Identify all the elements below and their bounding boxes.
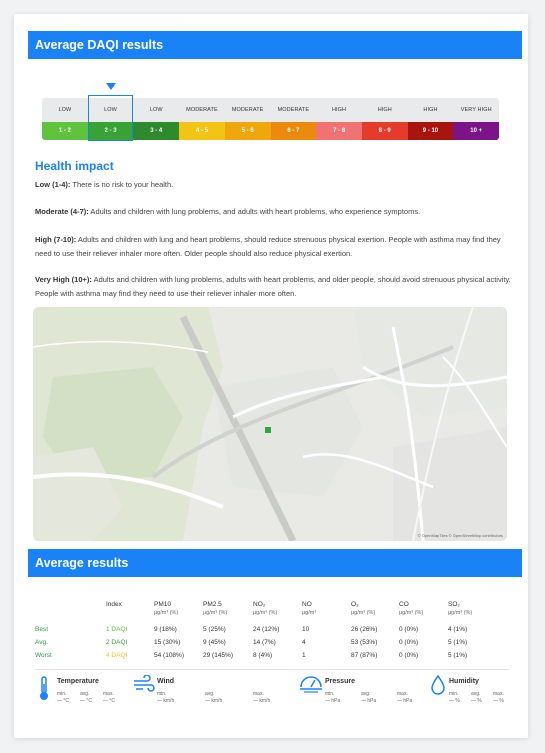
table-cell: 4 xyxy=(302,639,306,646)
band-label: MODERATE xyxy=(271,98,317,122)
header-cell-co: CO µg/m³ (%) xyxy=(399,601,424,616)
row-label: Best xyxy=(35,626,49,633)
table-cell: 0 (0%) xyxy=(399,626,419,633)
pressure-min: min. — hPa xyxy=(325,691,341,704)
header-cell-pm25: PM2.5 µg/m³ (%) xyxy=(203,601,228,616)
header-cell-no: NO µg/m³ xyxy=(302,601,317,616)
band-range: 2 - 3 xyxy=(88,122,134,140)
humidity-avg: avg. — % xyxy=(471,691,482,704)
temperature-group xyxy=(35,675,145,707)
row-index: 1 DAQI xyxy=(106,626,128,633)
pressure-group xyxy=(299,675,429,707)
header-cell-no2: NO₂ µg/m³ (%) xyxy=(253,601,278,616)
health-item-label: Low (1-4): xyxy=(35,180,71,189)
health-item-label: Moderate (4-7): xyxy=(35,207,89,216)
map-canvas[interactable] xyxy=(33,307,507,541)
table-cell: 5 (25%) xyxy=(203,626,226,633)
daqi-header xyxy=(28,31,522,59)
location-map[interactable] xyxy=(33,307,507,541)
health-item-moderate xyxy=(35,205,513,219)
weather-summary xyxy=(35,675,509,707)
band-range: 7 - 8 xyxy=(316,122,362,140)
band-range: 3 - 4 xyxy=(133,122,179,140)
table-cell: 53 (53%) xyxy=(351,639,378,646)
thermometer-icon xyxy=(37,675,51,701)
water-drop-icon xyxy=(431,675,445,695)
pressure-max: max. — hPa xyxy=(397,691,413,704)
temperature-min: min. — °C xyxy=(57,691,69,704)
band-range: 6 - 7 xyxy=(271,122,317,140)
band-label: HIGH xyxy=(316,98,362,122)
daqi-scale xyxy=(42,98,499,140)
table-cell: 87 (87%) xyxy=(351,652,378,659)
header-cell-index: Index xyxy=(106,601,122,608)
band-label: VERY HIGH xyxy=(453,98,499,122)
band-label: HIGH xyxy=(408,98,454,122)
results-header xyxy=(28,549,522,577)
row-index: 4 DAQI xyxy=(106,652,128,659)
band-label: MODERATE xyxy=(225,98,271,122)
health-item-label: Very High (10+): xyxy=(35,275,92,284)
humidity-min: min. — % xyxy=(449,691,460,704)
selected-band-outline xyxy=(88,95,134,141)
report-page xyxy=(14,14,528,738)
band-label: MODERATE xyxy=(179,98,225,122)
health-item-text: There is no risk to your health. xyxy=(70,180,174,189)
wind-avg: avg. — km/h xyxy=(205,691,223,704)
humidity-title: Humidity xyxy=(449,678,479,685)
table-body xyxy=(35,623,505,662)
wind-min: min. — km/h xyxy=(157,691,175,704)
humidity-group xyxy=(431,675,509,707)
map-attribution: © OpenMapTiles © OpenStreetMap contributors xyxy=(417,533,503,538)
daqi-title: Average DAQI results xyxy=(35,38,164,52)
header-cell-pm10: PM10 µg/m³ (%) xyxy=(154,601,179,616)
table-row xyxy=(35,623,505,636)
band-label: LOW xyxy=(133,98,179,122)
table-cell: 26 (26%) xyxy=(351,626,378,633)
wind-group xyxy=(133,675,283,707)
band-range: 10 + xyxy=(453,122,499,140)
band-range: 1 - 2 xyxy=(42,122,88,140)
row-index: 2 DAQI xyxy=(106,639,128,646)
table-row xyxy=(35,649,505,662)
health-item-text: Adults and children with lung and heart problems, should reduce strenuous physical exertion. People with asthma may find they need to use their reliever inhaler more often. Older people should also reduce physical exertion. xyxy=(35,235,501,258)
table-cell: 4 (1%) xyxy=(448,626,468,633)
business-park-area xyxy=(393,427,507,541)
row-label: Avg. xyxy=(35,639,48,646)
table-cell: 0 (0%) xyxy=(399,639,419,646)
health-item-very-high xyxy=(35,273,513,301)
table-cell: 9 (45%) xyxy=(203,639,226,646)
barometer-icon xyxy=(299,675,323,693)
band-range: 9 - 10 xyxy=(408,122,454,140)
health-item-label: High (7-10): xyxy=(35,235,77,244)
temperature-max: max. — °C xyxy=(103,691,115,704)
table-cell: 0 (0%) xyxy=(399,652,419,659)
wind-icon xyxy=(133,675,155,693)
header-cell-o3: O₃ µg/m³ (%) xyxy=(351,601,376,616)
table-cell: 9 (18%) xyxy=(154,626,177,633)
table-cell: 24 (12%) xyxy=(253,626,280,633)
results-table xyxy=(35,601,505,662)
band-label: LOW xyxy=(42,98,88,122)
health-item-text: Adults and children with lung problems, and adults with heart problems, who experience symptoms. xyxy=(88,207,421,216)
table-cell: 15 (30%) xyxy=(154,639,181,646)
band-label: HIGH xyxy=(362,98,408,122)
table-cell: 10 xyxy=(302,626,310,633)
header-cell-so2: SO₂ µg/m³ (%) xyxy=(448,601,473,616)
pressure-title: Pressure xyxy=(325,678,355,685)
table-cell: 5 (1%) xyxy=(448,639,468,646)
table-header-row xyxy=(35,601,505,623)
table-row xyxy=(35,636,505,649)
table-cell: 54 (108%) xyxy=(154,652,184,659)
table-cell: 1 xyxy=(302,652,306,659)
selected-band-arrow-icon xyxy=(106,83,116,90)
wind-max: max. — km/h xyxy=(253,691,271,704)
table-cell: 14 (7%) xyxy=(253,639,276,646)
table-cell: 29 (145%) xyxy=(203,652,233,659)
band-range: 5 - 6 xyxy=(225,122,271,140)
pressure-avg: avg. — hPa xyxy=(361,691,377,704)
table-cell: 5 (1%) xyxy=(448,652,468,659)
temperature-avg: avg. — °C xyxy=(80,691,92,704)
health-item-low xyxy=(35,178,513,192)
temperature-title: Temperature xyxy=(57,678,99,685)
health-item-text: Adults and children with lung problems, adults with heart problems, and older people, should avoid strenuous physical activity. People with asthma may find they need to use their reliever inhaler more often. xyxy=(35,275,511,298)
divider xyxy=(35,669,509,670)
row-label: Worst xyxy=(35,652,52,659)
band-range: 8 - 9 xyxy=(362,122,408,140)
band-range: 4 - 5 xyxy=(179,122,225,140)
results-title: Average results xyxy=(35,556,129,570)
band-label: LOW xyxy=(88,98,134,122)
table-cell: 8 (4%) xyxy=(253,652,273,659)
wind-title: Wind xyxy=(157,678,175,685)
health-impact-title: Health impact xyxy=(35,159,114,173)
location-marker[interactable] xyxy=(265,427,271,433)
humidity-max: max. — % xyxy=(493,691,504,704)
health-item-high xyxy=(35,233,513,261)
